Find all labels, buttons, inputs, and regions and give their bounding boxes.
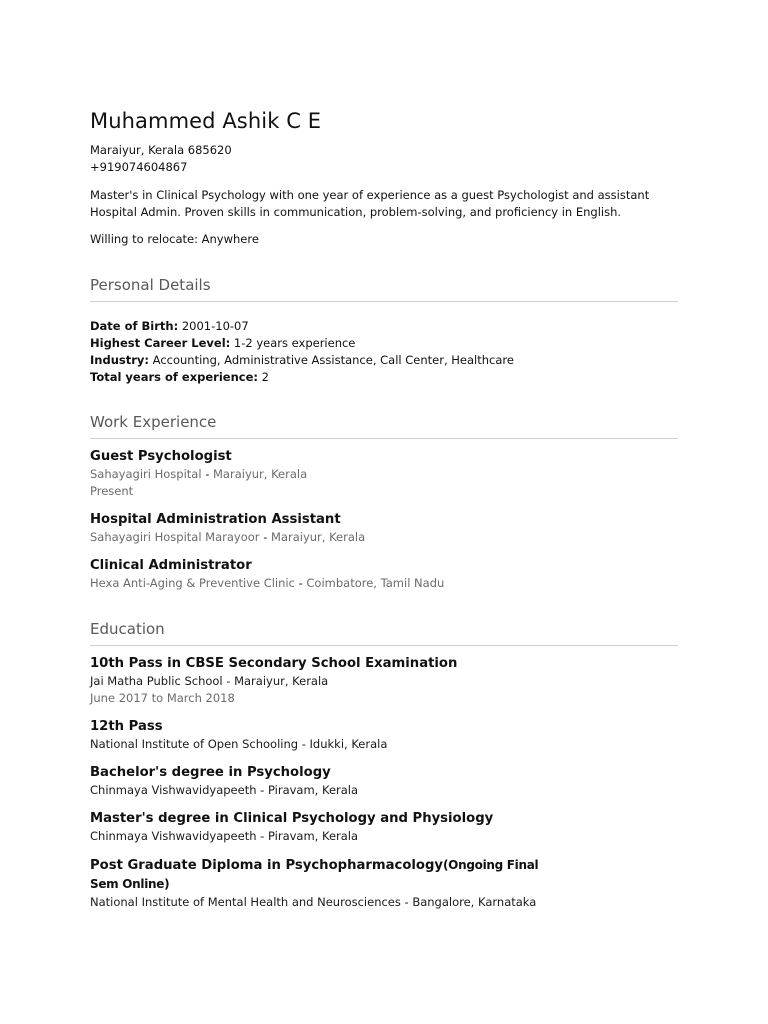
education-list <box>90 655 678 911</box>
detail-row-career-level <box>90 335 678 352</box>
job-title: Hospital Administration Assistant <box>90 512 341 527</box>
school-name: National Institute of Mental Health and Neurosciences - Bangalore, Karnataka <box>90 895 537 909</box>
detail-label: Total years of experience: <box>90 370 258 384</box>
work-entry <box>90 511 678 546</box>
personal-details-list <box>90 318 678 386</box>
work-entry <box>90 557 678 592</box>
degree-title-note: (Ongoing Final Sem Online) <box>90 858 539 891</box>
relocate-text: Willing to relocate: Anywhere <box>90 232 259 246</box>
detail-value: 2 <box>261 370 269 384</box>
degree-title: Bachelor's degree in Psychology <box>90 765 331 780</box>
employer-name: Sahayagiri Hospital <box>90 467 202 481</box>
detail-label: Highest Career Level: <box>90 336 231 350</box>
resume-page <box>90 108 678 922</box>
job-title: Guest Psychologist <box>90 449 232 464</box>
summary-text: Master's in Clinical Psychology with one year of experience as a guest Psychologist and assistant Hospital Admin. Proven skills in communication, problem-solving, and proficiency in English. <box>90 188 650 219</box>
degree-title-text: Post Graduate Diploma in Psychopharmacology <box>90 858 443 873</box>
section-title-education: Education <box>90 619 678 646</box>
employer-name: Sahayagiri Hospital Marayoor <box>90 530 260 544</box>
employer-name: Hexa Anti-Aging & Preventive Clinic <box>90 576 295 590</box>
phone-text: +919074604867 <box>90 160 188 174</box>
degree-title <box>90 856 560 894</box>
detail-value: 1-2 years experience <box>233 336 356 350</box>
section-title-personal-details: Personal Details <box>90 275 678 302</box>
school-name: National Institute of Open Schooling - Idukki, Kerala <box>90 737 388 751</box>
separator: - <box>298 576 303 590</box>
education-entry <box>90 810 678 845</box>
detail-row-total-experience <box>90 369 678 386</box>
work-entry <box>90 448 678 500</box>
candidate-name: Muhammed Ashik C E <box>90 109 322 133</box>
job-location: Coimbatore, Tamil Nadu <box>306 576 445 590</box>
education-entry <box>90 764 678 799</box>
education-entry <box>90 655 678 707</box>
job-location: Maraiyur, Kerala <box>271 530 366 544</box>
detail-row-industry <box>90 352 678 369</box>
education-entry <box>90 856 678 911</box>
detail-label: Date of Birth: <box>90 319 179 333</box>
school-name: Chinmaya Vishwavidyapeeth - Piravam, Kerala <box>90 829 359 843</box>
degree-title: 12th Pass <box>90 719 163 734</box>
degree-title: 10th Pass in CBSE Secondary School Examination <box>90 656 458 671</box>
location-text: Maraiyur, Kerala 685620 <box>90 143 232 157</box>
degree-title: Master's degree in Clinical Psychology and Physiology <box>90 811 494 826</box>
school-name: Jai Matha Public School - Maraiyur, Kerala <box>90 674 329 688</box>
work-experience-list <box>90 448 678 592</box>
section-title-work-experience: Work Experience <box>90 412 678 439</box>
detail-value: 2001-10-07 <box>181 319 249 333</box>
detail-row-dob <box>90 318 678 335</box>
job-employer <box>90 529 678 546</box>
job-title: Clinical Administrator <box>90 558 252 573</box>
school-name: Chinmaya Vishwavidyapeeth - Piravam, Kerala <box>90 783 359 797</box>
detail-value: Accounting, Administrative Assistance, Call Center, Healthcare <box>152 353 514 367</box>
education-entry <box>90 718 678 753</box>
contact-block <box>90 142 678 176</box>
education-dates: June 2017 to March 2018 <box>90 691 235 705</box>
job-dates: Present <box>90 484 134 498</box>
job-location: Maraiyur, Kerala <box>213 467 308 481</box>
job-employer <box>90 466 678 483</box>
separator: - <box>263 530 268 544</box>
detail-label: Industry: <box>90 353 149 367</box>
job-employer <box>90 575 678 592</box>
separator: - <box>205 467 210 481</box>
